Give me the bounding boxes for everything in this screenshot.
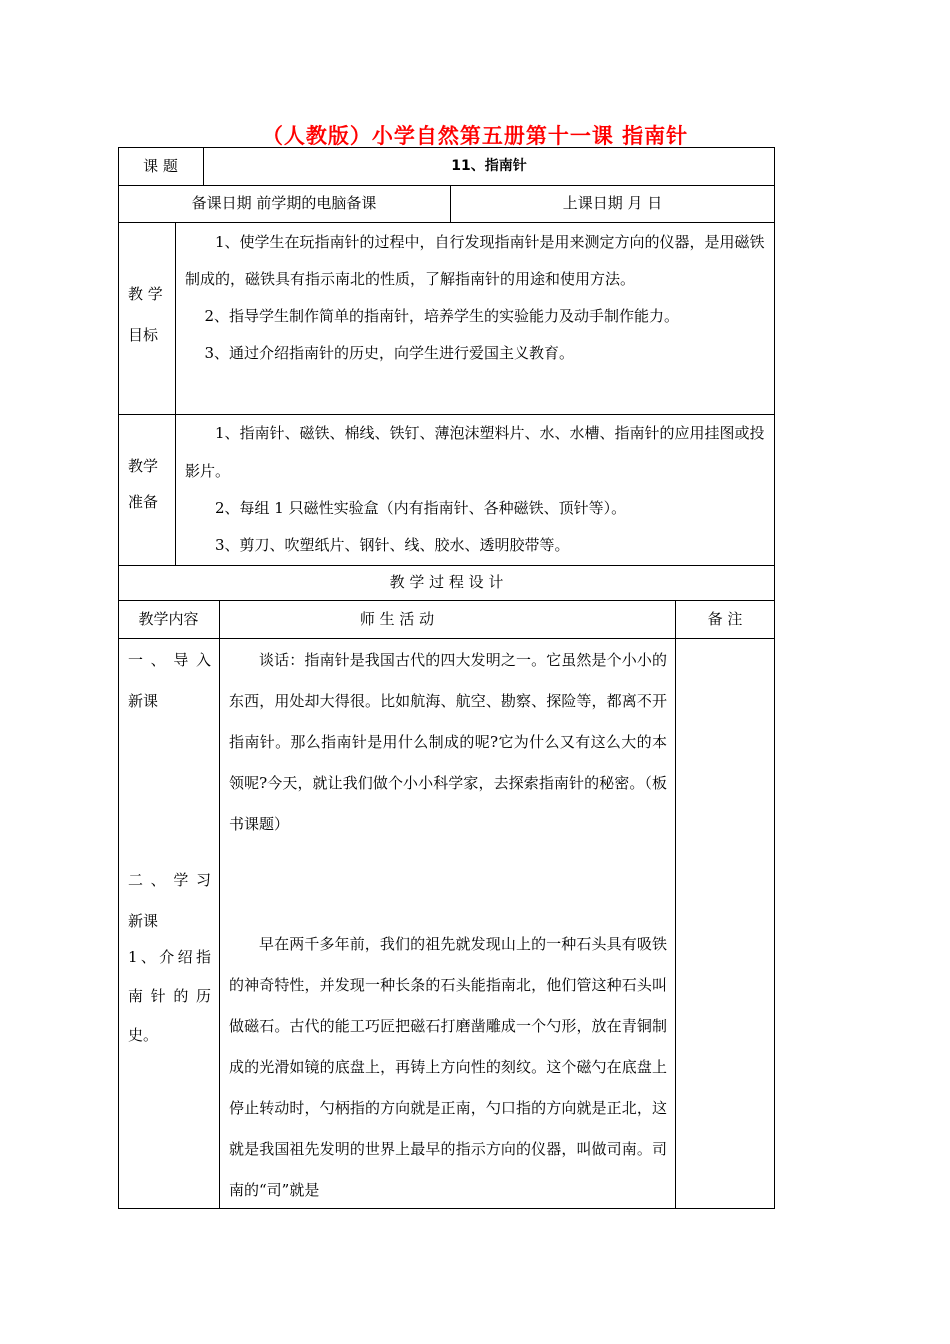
prep-label-line1: 教学 [128,457,159,475]
prep-date: 备课日期 前学期的电脑备课 [191,194,377,212]
goals-label [118,222,175,414]
goals-label-line2: 目标 [128,326,159,344]
prep-label [118,414,175,565]
prep-item: 1、指南针、磁铁、棉线、铁钉、薄泡沫塑料片、水、水槽、指南针的应用挂图或投影片。 [185,424,765,480]
topic-value: 11、指南针 [451,158,527,174]
column-header-content: 教学内容 [138,610,199,628]
prep-label-line2: 准备 [128,493,159,511]
content-part2: 二 、 学 习 新课 [128,871,211,930]
class-date: 上课日期 月 日 [562,194,663,212]
content-part2-sub: 1、介绍指南针的历史。 [128,948,211,1044]
content-part1: 一 、 导 入 新课 [128,651,211,710]
document-title: （人教版）小学自然第五册第十一课 指南针 [261,124,689,148]
prep-content [175,414,775,565]
column-header-activity: 师 生 活 动 [359,610,435,628]
column-header-notes: 备 注 [707,610,743,628]
goal-item: 2、指导学生制作简单的指南针，培养学生的实验能力及动手制作能力。 [204,307,680,325]
activity-intro: 谈话：指南针是我国古代的四大发明之一。它虽然是个小小的东西，用处却大得很。比如航海、航空、勘察、探险等，都离不开指南针。那么指南针是用什么制成的呢?它为什么又有这么大的本领呢?今天，就让我们做个小小科学家，去探索指南针的秘密。（板书课题） [229,651,667,833]
goals-content [175,222,775,414]
process-header: 教 学 过 程 设 计 [389,573,504,591]
activity-history: 早在两千多年前，我们的祖先就发现山上的一种石头具有吸铁的神奇特性，并发现一种长条的石头能指南北，他们管这种石头叫做磁石。古代的能工巧匠把磁石打磨凿雕成一个勺形，放在青铜制成的光滑如镜的底盘上，再铸上方向性的刻纹。这个磁勺在底盘上停止转动时，勺柄指的方向就是正南，勺口指的方向就是正北，这就是我国祖先发明的世界上最早的指示方向的仪器，叫做司南。司南的“司”就是 [229,935,667,1199]
goal-item: 1、使学生在玩指南针的过程中，自行发现指南针是用来测定方向的仪器，是用磁铁制成的，磁铁具有指示南北的性质，了解指南针的用途和使用方法。 [185,233,765,288]
prep-item: 2、每组 1 只磁性实验盒（内有指南针、各种磁铁、顶针等）。 [215,499,627,517]
prep-item: 3、剪刀、吹塑纸片、钢针、线、胶水、透明胶带等。 [215,536,570,554]
goals-label-line1: 教 学 [128,285,163,303]
topic-label: 课 题 [143,157,178,175]
goal-item: 3、通过介绍指南针的历史，向学生进行爱国主义教育。 [204,344,575,362]
